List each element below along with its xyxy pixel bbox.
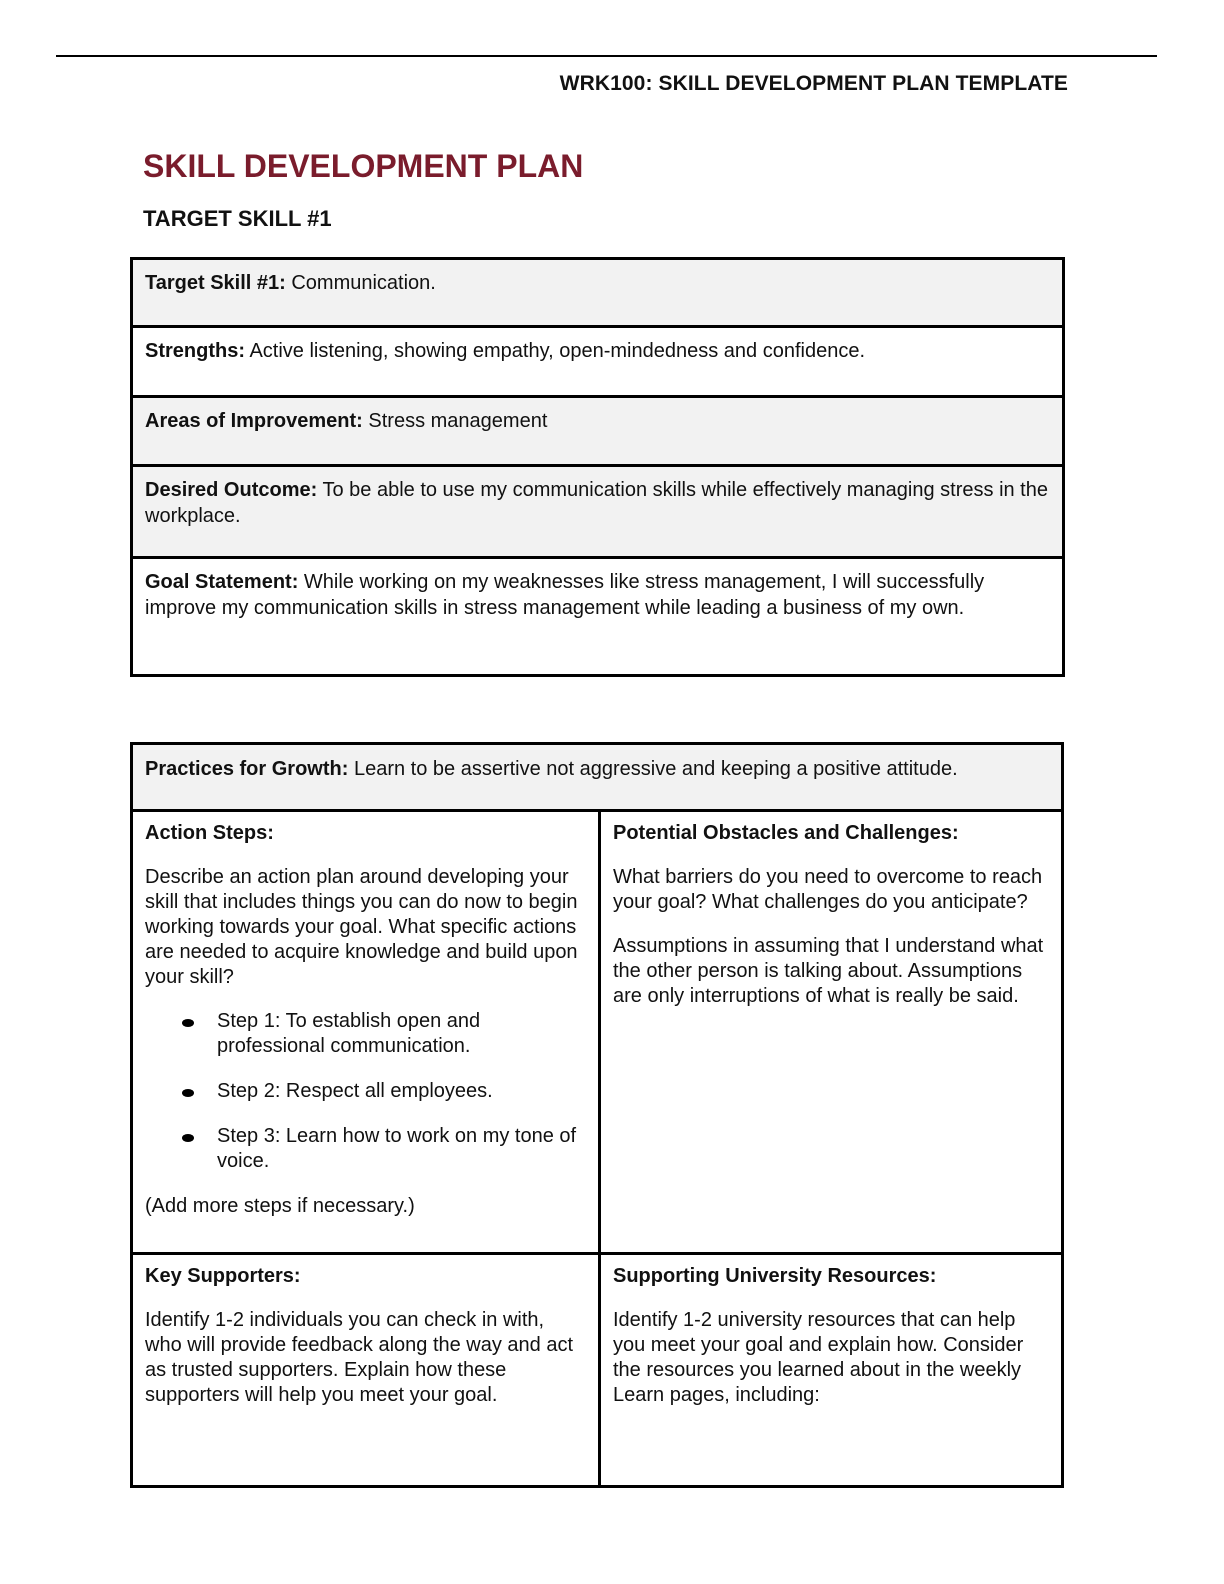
obstacles-answer: Assumptions in assuming that I understand what the other person is talking about. Assumptions are only interruptions of what is really be said. xyxy=(613,935,1044,1007)
header-rule xyxy=(56,55,1157,57)
target-skill-table xyxy=(130,257,1065,677)
obstacles-title: Potential Obstacles and Challenges: xyxy=(613,822,959,844)
target-skill-row xyxy=(133,260,1062,328)
strengths-label: Strengths: xyxy=(145,340,245,362)
goal-label: Goal Statement: xyxy=(145,571,299,593)
supporters-cell xyxy=(133,1255,601,1485)
outcome-label: Desired Outcome: xyxy=(145,479,318,501)
step-text: Step 3: Learn how to work on my tone of voice. xyxy=(217,1125,577,1172)
list-item xyxy=(145,1124,586,1174)
steps-obstacles-row xyxy=(133,812,1061,1255)
list-item xyxy=(145,1079,586,1104)
action-steps-title: Action Steps: xyxy=(145,822,274,844)
document-title: SKILL DEVELOPMENT PLAN xyxy=(143,148,584,184)
list-item xyxy=(145,1009,586,1059)
step-text: Step 2: Respect all employees. xyxy=(217,1080,493,1102)
target-skill-label: Target Skill #1: xyxy=(145,272,286,294)
action-steps-cell xyxy=(133,812,601,1252)
practices-row xyxy=(133,745,1061,812)
strengths-value: Active listening, showing empathy, open-mindedness and confidence. xyxy=(245,340,866,362)
practices-label: Practices for Growth: xyxy=(145,758,349,780)
step-text: Step 1: To establish open and professional communication. xyxy=(217,1010,481,1057)
outcome-row xyxy=(133,467,1062,559)
growth-plan-table xyxy=(130,742,1064,1488)
improvement-label: Areas of Improvement: xyxy=(145,410,363,432)
action-steps-description: Describe an action plan around developing your skill that includes things you can do now to begin working towards your goal. What specific actions are needed to acquire knowledge and build upon your skill? xyxy=(145,866,578,988)
supporters-description: Identify 1-2 individuals you can check in with, who will provide feedback along the way and act as trusted supporters. Explain how these supporters will help you meet your goal. xyxy=(145,1309,574,1406)
action-steps-list xyxy=(145,1009,586,1174)
improvement-value: Stress management xyxy=(362,410,548,432)
header-title: WRK100: SKILL DEVELOPMENT PLAN TEMPLATE xyxy=(559,72,1068,95)
practices-value: Learn to be assertive not aggressive and keeping a positive attitude. xyxy=(348,758,958,780)
outcome-value: To be able to use my communication skills while effectively managing stress in the workplace. xyxy=(145,479,1048,527)
action-steps-note: (Add more steps if necessary.) xyxy=(145,1195,415,1217)
bullet-icon xyxy=(182,1019,194,1027)
resources-title: Supporting University Resources: xyxy=(613,1265,937,1287)
bullet-icon xyxy=(182,1134,194,1142)
resources-description: Identify 1-2 university resources that can help you meet your goal and explain how. Consider the resources you learned about in the weekly Learn pages, including: xyxy=(613,1309,1024,1406)
target-skill-value: Communication. xyxy=(285,272,436,294)
goal-row xyxy=(133,559,1062,677)
section-title: TARGET SKILL #1 xyxy=(143,206,332,231)
improvement-row xyxy=(133,398,1062,467)
obstacles-cell xyxy=(601,812,1061,1252)
supporters-title: Key Supporters: xyxy=(145,1265,301,1287)
supporters-resources-row xyxy=(133,1255,1061,1485)
resources-cell xyxy=(601,1255,1061,1485)
obstacles-description: What barriers do you need to overcome to reach your goal? What challenges do you anticipate? xyxy=(613,866,1043,913)
bullet-icon xyxy=(182,1089,194,1097)
strengths-row xyxy=(133,328,1062,398)
goal-value: While working on my weaknesses like stress management, I will successfully improve my communication skills in stress management while leading a business of my own. xyxy=(145,571,985,619)
